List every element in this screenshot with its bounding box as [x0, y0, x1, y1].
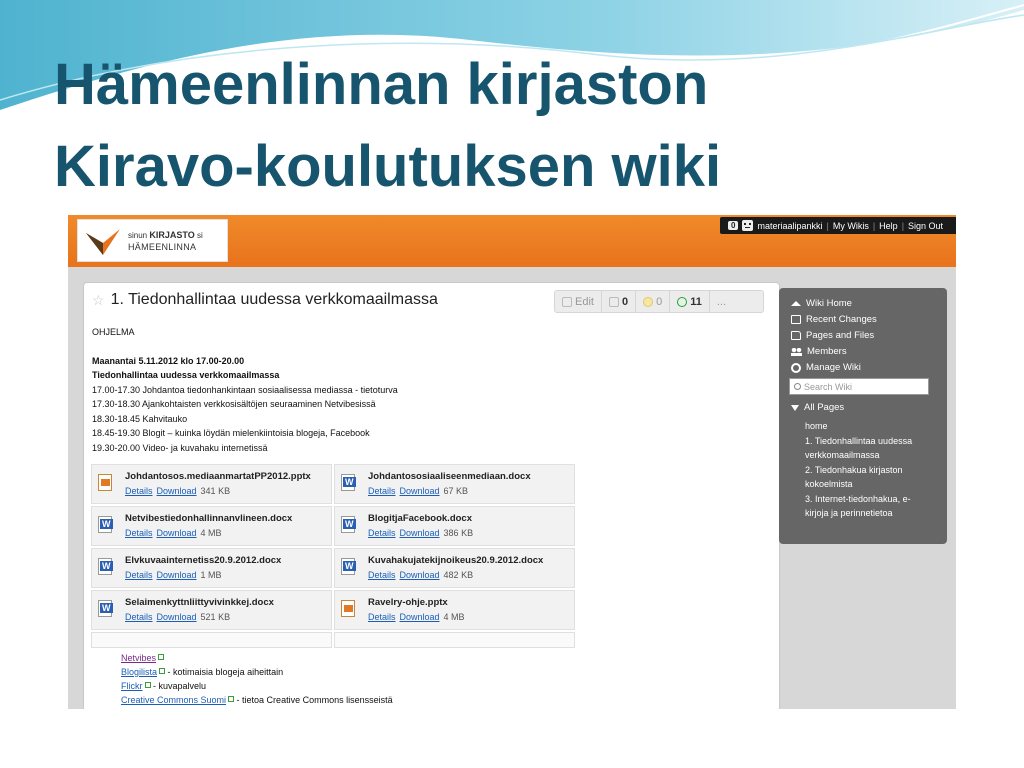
notification-count[interactable]: 0	[728, 221, 738, 230]
powerpoint-file-icon	[341, 600, 355, 617]
tags-button[interactable]	[602, 291, 636, 312]
slide-title-line1: Hämeenlinnan kirjaston	[54, 52, 709, 117]
user-bar: 0 materiaalipankki | My Wikis | Help | Sign Out	[720, 217, 956, 234]
attachment-name[interactable]: Johdantosos.mediaanmartatPP2012.pptx	[125, 471, 311, 482]
gear-icon	[791, 363, 801, 373]
help-link[interactable]: Help	[879, 220, 898, 231]
slide-title	[54, 44, 994, 208]
link-list	[121, 651, 393, 707]
schedule-item: 17.00-17.30 Johdantoa tiedonhankintaan sosiaalisessa mediassa - tietoturva	[92, 384, 398, 395]
download-link[interactable]: Download	[156, 612, 197, 622]
wiki-sidebar	[779, 288, 947, 544]
history-button[interactable]	[670, 291, 710, 312]
sidebar-item-recent-changes[interactable]: Recent Changes	[791, 314, 877, 325]
tags-count: 0	[621, 295, 629, 308]
details-link[interactable]: Details	[125, 612, 153, 622]
word-file-icon	[98, 600, 112, 617]
attachment-empty-cell	[334, 632, 575, 648]
sidebar-item-pages-and-files[interactable]: Pages and Files	[791, 330, 874, 341]
page-list	[805, 419, 941, 521]
date-line: Maanantai 5.11.2012 klo 17.00-20.00	[92, 355, 245, 366]
program-heading: OHJELMA	[92, 327, 135, 337]
details-link[interactable]: Details	[125, 486, 153, 496]
page-content	[92, 325, 752, 455]
more-button[interactable]	[710, 291, 733, 312]
flickr-link[interactable]: Flickr	[121, 681, 143, 691]
page-link-3[interactable]: 3. Internet-tiedonhakua, e-	[805, 493, 911, 504]
word-file-icon	[341, 558, 355, 575]
attachment-item	[334, 548, 575, 588]
word-file-icon	[341, 474, 355, 491]
wiki-screenshot	[68, 215, 956, 709]
logo-text-tail: si	[196, 231, 203, 240]
page-link-2[interactable]: 2. Tiedonhakua kirjaston	[805, 464, 903, 475]
link-item	[121, 679, 393, 693]
file-size: 67 KB	[443, 486, 469, 496]
details-link[interactable]: Details	[368, 612, 396, 622]
attachments-grid	[91, 464, 575, 648]
schedule-item: 18.30-18.45 Kahvitauko	[92, 413, 188, 424]
external-link-icon	[158, 654, 164, 660]
link-description: - kuvapalvelu	[150, 681, 207, 691]
event-subtitle: Tiedonhallintaa uudessa verkkomaailmassa	[92, 370, 280, 380]
file-size: 4 MB	[443, 612, 465, 622]
page-panel	[83, 282, 780, 709]
library-logo[interactable]	[77, 219, 228, 262]
user-avatar-icon[interactable]	[742, 220, 753, 231]
wiki-header	[68, 215, 956, 267]
link-description: - kotimaisia blogeja aiheittain	[165, 667, 284, 677]
tag-icon	[609, 297, 619, 307]
powerpoint-file-icon	[98, 474, 112, 491]
word-file-icon	[98, 516, 112, 533]
search-icon	[794, 383, 801, 390]
attachment-item	[91, 506, 332, 546]
download-link[interactable]: Download	[399, 612, 440, 622]
page-link-1-cont[interactable]: verkkomaailmassa	[805, 450, 880, 460]
history-count: 11	[690, 295, 702, 308]
comments-count: 0	[656, 295, 663, 308]
file-size: 1 MB	[200, 570, 222, 580]
file-size: 482 KB	[443, 570, 474, 580]
attachment-item	[91, 590, 332, 630]
attachment-item	[334, 464, 575, 504]
details-link[interactable]: Details	[368, 528, 396, 538]
link-item	[121, 693, 393, 707]
link-item	[121, 665, 393, 679]
download-link[interactable]: Download	[399, 486, 440, 496]
edit-label: Edit	[575, 295, 594, 308]
schedule-item: 19.30-20.00 Video- ja kuvahaku internetissä	[92, 442, 268, 453]
members-icon	[791, 348, 802, 356]
sidebar-item-members[interactable]: Members	[791, 346, 847, 357]
attachment-item	[334, 506, 575, 546]
word-file-icon	[98, 558, 112, 575]
file-size: 521 KB	[200, 612, 231, 622]
attachment-name[interactable]: Netvibestiedonhallinnanvlineen.docx	[125, 513, 293, 524]
details-link[interactable]: Details	[125, 528, 153, 538]
download-link[interactable]: Download	[399, 528, 440, 538]
attachment-name[interactable]: Johdantososiaaliseenmediaan.docx	[368, 471, 531, 482]
star-icon[interactable]: ☆	[92, 291, 105, 308]
page-link-3-cont[interactable]: kirjoja ja perinnetietoa	[805, 508, 893, 518]
history-icon	[677, 297, 687, 307]
attachment-name[interactable]: BlogitjaFacebook.docx	[368, 513, 472, 524]
all-pages-toggle[interactable]: All Pages	[791, 402, 844, 413]
download-link[interactable]: Download	[156, 570, 197, 580]
file-size: 4 MB	[200, 528, 222, 538]
sign-out-link[interactable]: Sign Out	[908, 220, 944, 231]
details-link[interactable]: Details	[368, 486, 396, 496]
attachment-empty-cell	[91, 632, 332, 648]
home-icon	[791, 301, 801, 306]
comment-icon	[643, 297, 653, 307]
attachment-item	[91, 464, 332, 504]
word-file-icon	[341, 516, 355, 533]
details-link[interactable]: Details	[368, 570, 396, 580]
attachment-name[interactable]: Ravelry-ohje.pptx	[368, 597, 448, 608]
link-description: - tietoa Creative Commons lisensseistä	[234, 695, 393, 705]
logo-text-small: sinun	[128, 231, 148, 240]
link-item	[121, 651, 393, 665]
page-title: 1. Tiedonhallintaa uudessa verkkomaailmassa	[110, 291, 438, 308]
attachment-name[interactable]: Kuvahakujatekijnoikeus20.9.2012.docx	[368, 555, 544, 566]
more-label: ...	[716, 295, 727, 308]
logo-text-bold: KIRJASTO	[149, 230, 195, 240]
download-link[interactable]: Download	[399, 570, 440, 580]
page-link-home[interactable]: home	[805, 421, 828, 431]
sidebar-item-wiki-home[interactable]: Wiki Home	[791, 298, 852, 309]
search-wiki-input[interactable]	[789, 378, 929, 395]
netvibes-link[interactable]: Netvibes	[121, 653, 157, 663]
details-link[interactable]: Details	[125, 570, 153, 580]
page-action-bar	[554, 290, 764, 313]
attachment-item	[334, 590, 575, 630]
schedule-item: 18.45-19.30 Blogit – kuinka löydän mielenkiintoisia blogeja, Facebook	[92, 428, 370, 438]
slide-title-line2: Kiravo-koulutuksen wiki	[54, 134, 722, 199]
attachment-name[interactable]: Selaimenkyttnliittyvivinkkej.docx	[125, 597, 274, 608]
file-size: 386 KB	[443, 528, 474, 538]
edit-icon	[562, 297, 572, 307]
logo-mark-icon	[86, 229, 120, 255]
comments-button[interactable]	[636, 291, 670, 312]
schedule-item: 17.30-18.30 Ajankohtaisten verkkosisältöjen seuraaminen Netvibesissä	[92, 399, 376, 409]
calendar-icon	[791, 315, 801, 324]
download-link[interactable]: Download	[156, 528, 197, 538]
file-size: 341 KB	[200, 486, 231, 496]
search-placeholder: Search Wiki	[804, 381, 853, 392]
username-link[interactable]: materiaalipankki	[757, 220, 823, 231]
chevron-down-icon	[791, 405, 799, 411]
folder-icon	[791, 331, 801, 340]
my-wikis-link[interactable]: My Wikis	[832, 220, 869, 231]
download-link[interactable]: Download	[156, 486, 197, 496]
page-heading	[92, 291, 438, 309]
logo-text-city: HÄMEENLINNA	[128, 242, 197, 252]
blogilista-link[interactable]: Blogilista	[121, 667, 158, 677]
creative-commons-link[interactable]: Creative Commons Suomi	[121, 695, 227, 705]
page-link-2-cont[interactable]: kokoelmista	[805, 479, 853, 489]
attachment-name[interactable]: Elvkuvaainternetiss20.9.2012.docx	[125, 555, 282, 566]
sidebar-item-manage-wiki[interactable]: Manage Wiki	[791, 362, 861, 373]
page-link-1[interactable]: 1. Tiedonhallintaa uudessa	[805, 435, 913, 446]
edit-button[interactable]	[555, 291, 602, 312]
attachment-item	[91, 548, 332, 588]
